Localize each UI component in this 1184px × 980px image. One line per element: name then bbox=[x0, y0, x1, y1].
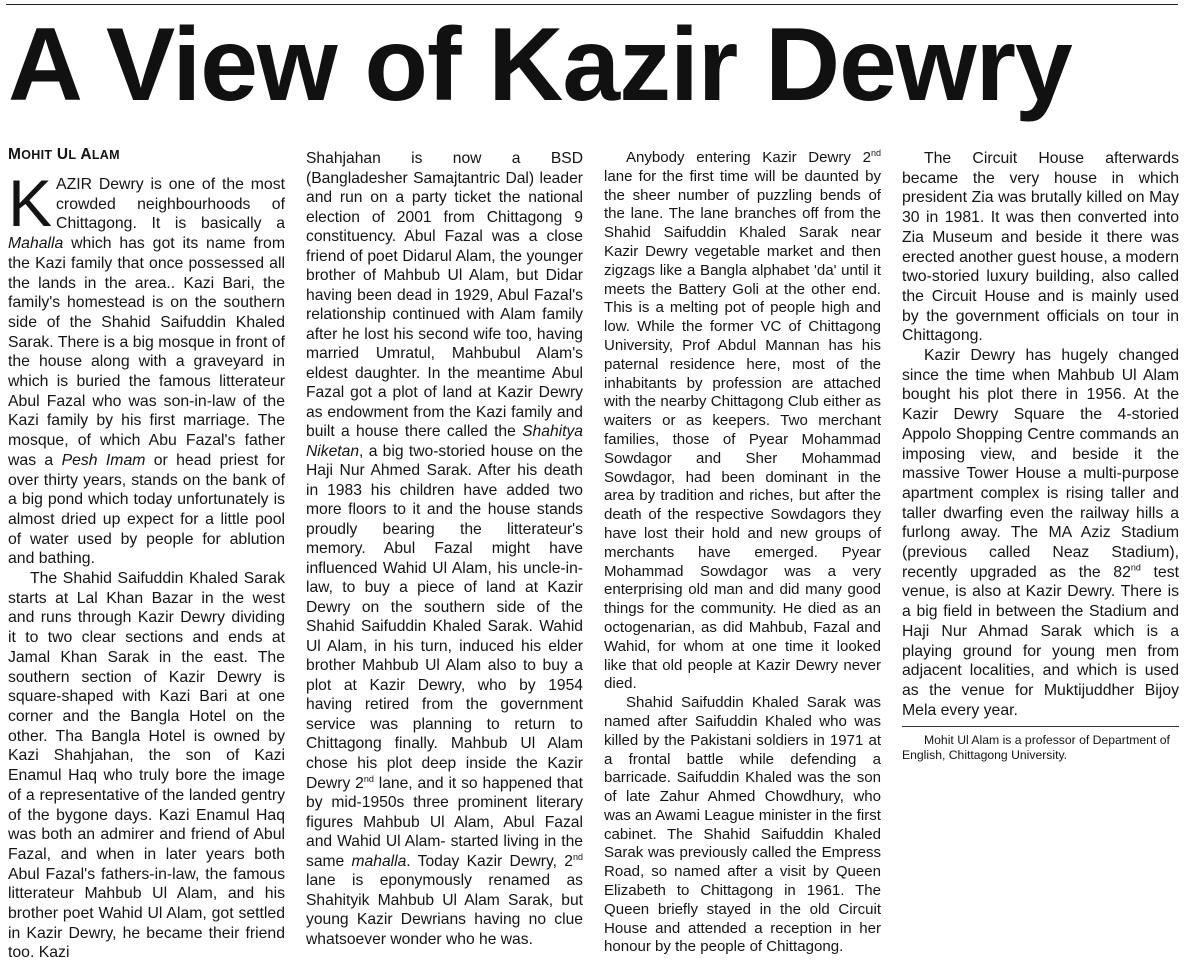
paragraph-4: Anybody entering Kazir Dewry 2nd lane for the first time will be daunted by the sheer number of puzzling bends of the lane. The lane branches off from the Shahid Saifuddin Khaled Sarak near Kazir Dewry vegetable market and then zigzags like a Bangla alphabet 'da' until it meets the Battery Goli at the other end. This is a melting pot of people high and low. While the former VC of Chittagong University, Prof Abdul Mannan has his paternal residence here, most of the inhabitants by profession are attached with the nearby Chittagong Club either as waiters or as keepers. Two merchant families, those of Pyear Mohammad Sowdagor and Sher Mohammad Sowdagor, had been dominant in the area by tradition and riches, but after the death of the respective Sowdagors they have lost their hold and new groups of merchants have emerged. Pyear Mohammad Sowdagor was a very enterprising old man and did many good things for the community. He died as an octogenarian, as did Mahbub, Fazal and Wahid, for whom at one time it looked like that old people at Kazir Dewry never died. bbox=[604, 147, 881, 693]
paragraph-6: The Circuit House afterwards became the very house in which president Zia was brutally killed on May 30 in 1981. It was then converted into Zia Museum and beside it there was erected another guest house, a modern two-storied luxury building, also called the Circuit House and is mainly used by the government officials on tour in Chittagong. bbox=[902, 150, 1179, 345]
drop-cap: K bbox=[8, 166, 53, 240]
paragraph-5: Shahid Saifuddin Khaled Sarak was named after Saifuddin Khaled who was killed by the Pakistani soldiers in 1971 at a frontal battle while defending a barricade. Saifuddin Khaled was the son of late Zahur Ahmed Chowdhury, who was an Awami League minister in the first cabinet. The Shahid Saifuddin Khaled Sarak was previously called the Empress Road, so named after a visit by Queen Elizabeth to Chittagong in 1961. The Queen briefly stayed in the old Circuit House and attended a reception in her honour by the people of Chittagong. bbox=[604, 694, 881, 956]
article-column-4 bbox=[902, 149, 1179, 763]
byline: MOHIT UL ALAM bbox=[8, 146, 120, 163]
headline: A View of Kazir Dewry bbox=[8, 7, 1072, 123]
paragraph-3: Shahjahan is now a BSD (Bangladesher Samajtantric Dal) leader and run on a party ticket the national election of 2001 from Chittagong 9 constituency. Abul Fazal was a close friend of poet Didarul Alam, the younger brother of Mahbub Ul Alam, but Didar having been dead in 1929, Abul Fazal's relationship continued with Alam family after he lost his second wife too, having married Umratul, Mahbubul Alam's eldest daughter. In the meantime Abul Fazal got a plot of land at Kazir Dewry as endowment from the Kazi family and built a house there called the Shahitya Niketan, a big two-storied house on the Haji Nur Ahmed Sarak. After his death in 1983 his children have added two more floors to it and the house stands proudly bearing the litterateur's memory. Abul Fazal might have influenced Wahid Ul Alam, his uncle-in-law, to buy a piece of land at Kazir Dewry on the southern side of the Shahid Saifuddin Khaled Sarak. Wahid Ul Alam, in his turn, induced his elder brother Mahbub Ul Alam also to buy a plot at Kazir Dewry, who by 1954 having retired from the government service was planning to return to Chittagong finally. Mahbub Ul Alam chose his plot deep inside the Kazir Dewry 2nd lane, and it so happened that by mid-1950s three prominent literary figures Mahbub Ul Alam, Abul Fazal and Wahid Ul Alam- started living in the same mahalla. Today Kazir Dewry, 2nd lane is eponymously renamed as Shahityik Mahbub Ul Alam Sarak, but young Kazir Dewrians having no clue whatsoever wonder who he was. bbox=[306, 150, 584, 948]
paragraph-1: KAZIR Dewry is one of the most crowded neighbourhoods of Chittagong. It is basically a Mahalla which has got its name from the Kazi family that once possessed all the lands in the area.. Kazi Bari, the family's homestead is on the southern side of the Shahid Saifuddin Khaled Sarak. There is a big mosque in front of the house along with a graveyard in which is buried the famous litterateur Abul Fazal who was son-in-law of the Kazi family by his first marriage. The mosque, of which Abu Fazal's father was a Pesh Imam or head priest for over thirty years, stands on the bank of a big pond which today unfortunately is almost dried up expect for a little pool of water used by people for ablution and bathing. bbox=[8, 166, 286, 568]
paragraph-2: The Shahid Saifuddin Khaled Sarak starts at Lal Khan Bazar in the west and runs through Kazir Dewry dividing it to two clear sections and ends at Jamal Khan Sarak in the east. The southern section of Kazir Dewry is square-shaped with Kazi Bari at one corner and the Bangla Hotel on the other. Tha Bangla Hotel is owned by Kazi Shahjahan, the son of Kazi Enamul Haq who truly bore the image of a representative of the landed gentry of the bygone days. Kazi Enamul Haq was both an admirer and friend of Abul Fazal, and when in later years both Abul Fazal's fathers-in-law, the famous litterateur Mahbub Ul Alam, and his brother poet Wahid Ul Alam, got settled in Kazir Dewry, he became their friend too. Kazi bbox=[8, 570, 285, 962]
article-column-2 bbox=[306, 149, 583, 949]
paragraph-7: Kazir Dewry has hugely changed since the time when Mahbub Ul Alam bought his plot there in 1956. At the Kazir Dewry Square the 4-storied Appolo Shopping Centre commands an imposing view, and beside it the massive Tower House a multi-purpose apartment complex is rising taller and taller dwarfing even the railway hills a furlong away. The MA Aziz Stadium (previous called Neaz Stadium), recently upgraded as the 82nd test venue, is also at Kazir Dewry. There is a big field in between the Stadium and Haji Nur Ahmad Sarak which is a playing ground for young men from adjacent localities, and which is used as the venue for Muktijuddher Bijoy Mela every year. bbox=[902, 347, 1179, 719]
top-rule bbox=[6, 4, 1178, 5]
article-column-3 bbox=[604, 149, 881, 957]
footnote-rule bbox=[902, 726, 1179, 727]
article-column-1 bbox=[8, 146, 285, 963]
author-footnote: Mohit Ul Alam is a professor of Department of English, Chittagong University. bbox=[902, 733, 1170, 763]
